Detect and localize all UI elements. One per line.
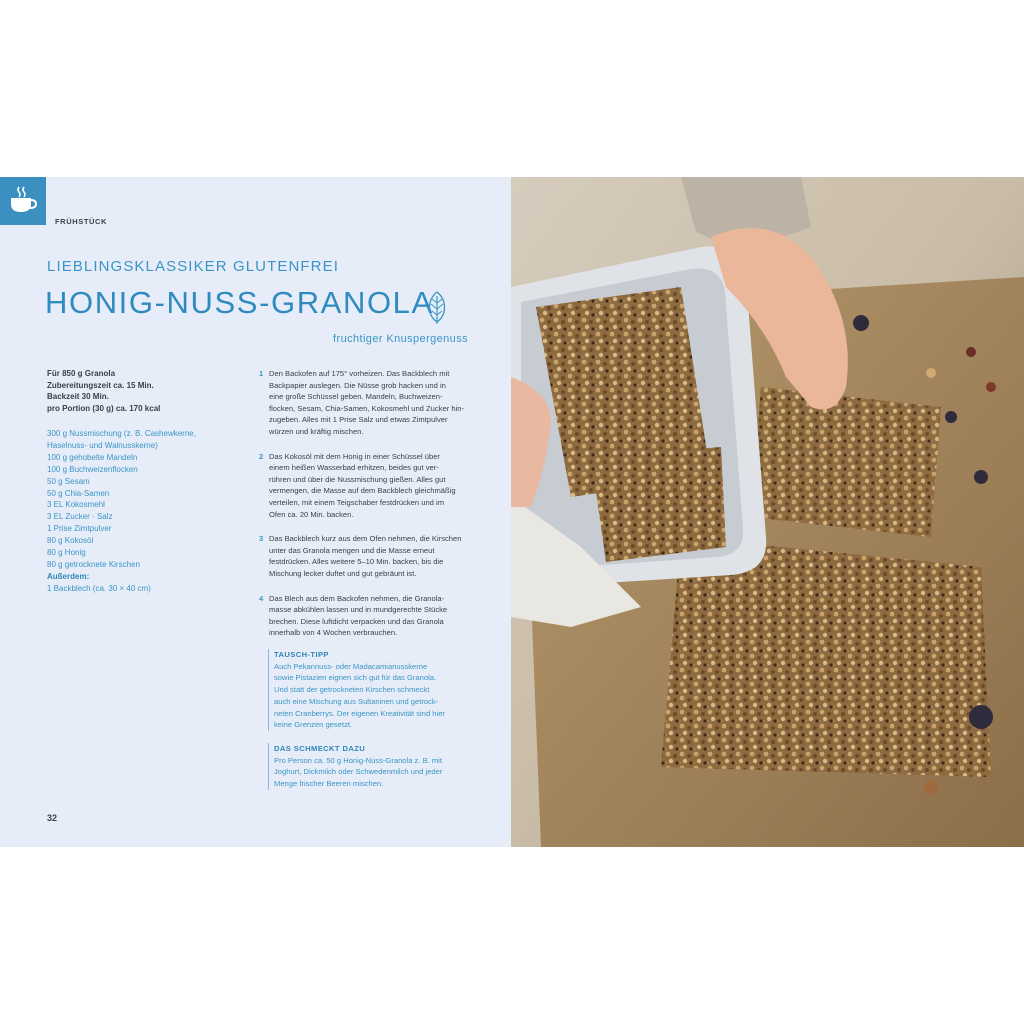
tip-line: auch eine Mischung aus Sultaninen und getrock-: [274, 696, 439, 706]
step-line: Mischung lecker duftet und gut gebräunt ist.: [269, 568, 417, 578]
step-line: Den Backofen auf 175° vorheizen. Das Backblech mit: [269, 369, 450, 378]
fact-calories: pro Portion (30 g) ca. 170 kcal: [47, 403, 161, 413]
book-spread: [0, 177, 1024, 847]
step-line: Das Backblech kurz aus dem Ofen nehmen, die Kirschen: [269, 534, 462, 544]
leaf-icon: [425, 291, 449, 325]
ingredient-list: [47, 428, 247, 595]
serving-tip-heading: DAS SCHMECKT DAZU: [274, 744, 366, 753]
fact-yield: Für 850 g Granola: [47, 369, 116, 378]
step-number: 4: [259, 593, 264, 603]
step-line: brechen. Diese luftdicht verpacken und das Granola: [269, 616, 444, 626]
coffee-cup-icon: [8, 185, 38, 215]
tip-line: neten Cranberrys. Der eigenen Kreativität sind hier: [274, 708, 445, 718]
equipment-line: 1 Backblech (ca. 30 × 40 cm): [47, 583, 151, 593]
step-line: Das Kokosöl mit dem Honig in einer Schüssel über: [269, 451, 440, 461]
recipe-title: HONIG-NUSS-GRANOLA: [45, 285, 434, 320]
serving-tip-box: [268, 743, 479, 790]
step-2: [259, 451, 471, 521]
ingredient-line: 80 g Honig: [47, 548, 86, 558]
swap-tip-box: [268, 649, 479, 731]
tip-line: Joghurt, Dickmilch oder Schwedenmilch und jeder: [274, 767, 443, 777]
fact-bake-time: Backzeit 30 Min.: [47, 392, 109, 401]
ingredient-line: 80 g Kokosöl: [47, 536, 94, 546]
ingredient-line: 3 EL Zucker · Salz: [47, 512, 113, 522]
tip-line: Menge frischer Beeren mischen.: [274, 779, 384, 789]
step-line: festdrücken. Alles weitere 5–10 Min. backen, bis die: [269, 557, 444, 567]
ingredient-line: 50 g Chia-Samen: [47, 488, 110, 498]
section-badge: [0, 177, 46, 225]
step-line: masse abkühlen lassen und in mundgerechte Stücke: [269, 605, 448, 615]
step-line: verteilen, mit einem Teigschaber festdrücken und im: [269, 497, 445, 507]
step-line: würzen und kräftig mischen.: [269, 426, 364, 436]
tip-line: Und statt der getrockneten Kirschen schmeckt: [274, 685, 430, 695]
step-line: unter das Granola mengen und die Masse erneut: [269, 545, 435, 555]
tip-line: Auch Pekannuss- oder Madacamianusskerne: [274, 661, 428, 671]
recipe-kicker: LIEBLINGSKLASSIKER GLUTENFREI: [47, 258, 339, 275]
right-page: [511, 177, 1024, 847]
step-3: [259, 533, 471, 579]
left-page: [0, 177, 511, 847]
granola-photo: [511, 177, 1024, 847]
step-line: Ofen ca. 20 Min. backen.: [269, 509, 354, 519]
ingredient-line: 1 Prise Zimtpulver: [47, 524, 112, 534]
ingredient-line: 100 g Buchweizenflocken: [47, 464, 138, 474]
step-line: Das Blech aus dem Backofen nehmen, die Granola-: [269, 593, 445, 603]
step-line: zugeben. Alles mit 1 Prise Salz und etwas Zimtpulver: [269, 415, 448, 425]
step-number: 1: [259, 369, 264, 378]
tip-line: Pro Person ca. 50 g Honig-Nuss-Granola z. B. mit: [274, 755, 442, 765]
tip-line: keine Grenzen gesetzt.: [274, 720, 353, 730]
step-line: flocken, Sesam, Chia-Samen, Kokosmehl und Zucker hin-: [269, 403, 464, 413]
recipe-subtitle: fruchtiger Knuspergenuss: [333, 333, 468, 345]
page-number: 32: [47, 813, 58, 823]
ingredient-line: 300 g Nussmischung (z. B. Cashewkerne,: [47, 429, 196, 438]
step-line: vermengen, die Masse auf dem Backblech gleichmäßig: [269, 486, 456, 496]
step-number: 2: [259, 451, 264, 461]
ingredient-line: 3 EL Kokosmehl: [47, 500, 105, 510]
step-1: [259, 368, 471, 438]
ingredient-line: 80 g getrocknete Kirschen: [47, 559, 140, 569]
ingredient-line: 50 g Sesam: [47, 476, 90, 486]
step-4: [259, 593, 471, 639]
ingredient-line: Haselnuss- und Walnusskerne): [47, 440, 158, 450]
equipment-heading: Außerdem:: [47, 571, 90, 581]
ingredient-line: 100 g gehobelte Mandeln: [47, 452, 138, 462]
step-line: eine große Schüssel geben. Mandeln, Buchweizen-: [269, 392, 443, 402]
step-number: 3: [259, 534, 264, 544]
instruction-steps: [259, 368, 471, 652]
tip-line: sowie Pistazien eignen sich gut für das Granola.: [274, 673, 437, 683]
fact-prep-time: Zubereitungszeit ca. 15 Min.: [47, 380, 154, 390]
step-line: einem heißen Wasserbad erhitzen, beides gut ver-: [269, 463, 439, 473]
step-line: rühren und über die Nussmischung gießen. Alles gut: [269, 474, 446, 484]
recipe-facts: [47, 368, 237, 414]
step-line: Backpapier auslegen. Die Nüsse grob hacken und in: [269, 380, 446, 390]
swap-tip-heading: TAUSCH-TIPP: [274, 650, 329, 659]
step-line: innerhalb von 4 Wochen verbrauchen.: [269, 628, 398, 638]
section-label: FRÜHSTÜCK: [55, 217, 108, 226]
